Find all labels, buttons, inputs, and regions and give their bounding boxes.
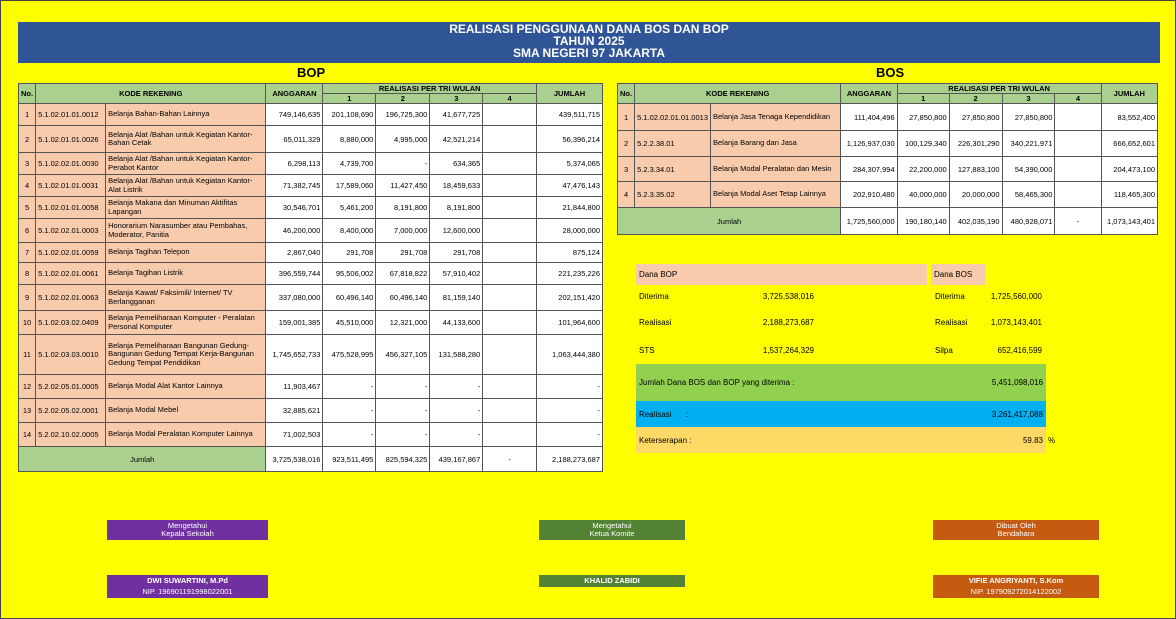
bos-row-no: 3 bbox=[618, 157, 635, 182]
bop-row-q1: 291,708 bbox=[323, 243, 376, 263]
bop-row-q3: 57,910,402 bbox=[430, 263, 483, 285]
bop-row-q2: - bbox=[376, 153, 430, 175]
bop-row-no: 1 bbox=[19, 104, 36, 126]
bos-row-q1: 22,200,000 bbox=[897, 157, 949, 182]
bop-table-row bbox=[19, 285, 603, 311]
bos-row-anggaran: 111,404,496 bbox=[841, 104, 897, 131]
bop-row-kode: 5.2.02.05.02.0001 bbox=[36, 399, 106, 423]
bop-table-row bbox=[19, 197, 603, 219]
bop-row-kode: 5.1.02.01.01.0058 bbox=[36, 197, 106, 219]
bop-row-q3: 12,600,000 bbox=[430, 219, 483, 243]
kepsek-title-box bbox=[107, 520, 268, 540]
bop-row-q4 bbox=[483, 243, 537, 263]
bop-row-anggaran: 11,903,467 bbox=[266, 375, 323, 399]
bop-row-anggaran: 2,867,040 bbox=[266, 243, 323, 263]
bos-total-label: Jumlah bbox=[618, 208, 841, 235]
bos-silpa-label: Silpa bbox=[935, 346, 953, 355]
bop-header-kode: KODE REKENING bbox=[36, 84, 266, 104]
bos-table-row bbox=[618, 157, 1158, 182]
bos-row-uraian: Belanja Modal Peralatan dan Mesin bbox=[711, 157, 841, 182]
bop-table-row bbox=[19, 311, 603, 335]
bop-table-row bbox=[19, 335, 603, 375]
bop-header-q1: 1 bbox=[323, 94, 376, 104]
bos-section-title: BOS bbox=[876, 65, 905, 80]
bos-table-row bbox=[618, 104, 1158, 131]
bop-row-q4 bbox=[483, 175, 537, 197]
kepsek-name-box bbox=[107, 575, 268, 598]
komite-name-box bbox=[539, 575, 685, 587]
keterserapan-box bbox=[636, 427, 1046, 453]
bop-row-no: 3 bbox=[19, 153, 36, 175]
bos-total-q2: 402,035,190 bbox=[949, 208, 1002, 235]
bop-row-jumlah: 101,964,600 bbox=[537, 311, 603, 335]
bop-row-uraian: Belanja Tagihan Telepon bbox=[106, 243, 266, 263]
bop-row-kode: 5.1.02.02.01.0003 bbox=[36, 219, 106, 243]
realisasi-total-colon: : bbox=[686, 410, 689, 419]
bop-row-q1: 95,506,002 bbox=[323, 263, 376, 285]
realisasi-total-label: Realisasi bbox=[639, 410, 672, 419]
bos-header-anggaran: ANGGARAN bbox=[841, 84, 897, 104]
bop-row-q3: 18,459,633 bbox=[430, 175, 483, 197]
bop-row-q1: 17,589,060 bbox=[323, 175, 376, 197]
bop-total-q1: 923,511,495 bbox=[323, 447, 376, 472]
bop-row-kode: 5.1.02.02.01.0030 bbox=[36, 153, 106, 175]
bop-header-jumlah: JUMLAH bbox=[537, 84, 603, 104]
bop-row-q2: - bbox=[376, 375, 430, 399]
bop-sts-label: STS bbox=[639, 346, 655, 355]
bop-row-q4 bbox=[483, 285, 537, 311]
keterserapan-value: 59.83 bbox=[1022, 436, 1043, 445]
bop-row-jumlah: 47,476,143 bbox=[537, 175, 603, 197]
bop-row-jumlah: - bbox=[537, 399, 603, 423]
bop-row-q2: 4,995,000 bbox=[376, 126, 430, 153]
bos-row-jumlah: 204,473,100 bbox=[1101, 157, 1157, 182]
bop-row-jumlah: 439,511,715 bbox=[537, 104, 603, 126]
bos-row-q3: 58,465,300 bbox=[1002, 182, 1055, 208]
bos-row-kode: 5.2.3.34.01 bbox=[635, 157, 711, 182]
bop-row-q4 bbox=[483, 126, 537, 153]
komite-line2: Ketua Komite bbox=[589, 529, 635, 538]
bop-total-q4: - bbox=[483, 447, 537, 472]
bop-row-no: 9 bbox=[19, 285, 36, 311]
bendahara-name-box bbox=[933, 575, 1099, 598]
bop-row-q3: 131,588,280 bbox=[430, 335, 483, 375]
bop-total-jumlah: 2,188,273,687 bbox=[537, 447, 603, 472]
kepsek-name: DWI SUWARTINI, M.Pd bbox=[147, 576, 228, 585]
bop-row-uraian: Honorarium Narasumber atau Pembahas, Moderator, Panitia bbox=[106, 219, 266, 243]
bop-row-q2: - bbox=[376, 423, 430, 447]
bop-row-uraian: Belanja Bahan-Bahan Lainnya bbox=[106, 104, 266, 126]
bos-row-anggaran: 284,307,994 bbox=[841, 157, 897, 182]
jumlah-dana-value: 5,451,098,016 bbox=[991, 378, 1043, 387]
bos-total-q4: - bbox=[1055, 208, 1101, 235]
bop-header-no: No. bbox=[19, 84, 36, 104]
bos-header-jumlah: JUMLAH bbox=[1101, 84, 1157, 104]
komite-title-box bbox=[539, 520, 685, 540]
bop-row-q3: 291,708 bbox=[430, 243, 483, 263]
bop-row-no: 5 bbox=[19, 197, 36, 219]
komite-name: KHALID ZABIDI bbox=[584, 576, 640, 585]
bop-row-jumlah: 875,124 bbox=[537, 243, 603, 263]
bos-total-row bbox=[618, 208, 1158, 235]
bop-row-anggaran: 6,298,113 bbox=[266, 153, 323, 175]
bop-total-row bbox=[19, 447, 603, 472]
bop-row-no: 8 bbox=[19, 263, 36, 285]
bop-row-q1: - bbox=[323, 423, 376, 447]
bos-row-jumlah: 118,465,300 bbox=[1101, 182, 1157, 208]
bop-row-uraian: Belanja Pemeliharaan Bangunan Gedung-Bangunan Gedung Tempat Kerja-Bangunan Gedung Tempat Pendidikan bbox=[106, 335, 266, 375]
bop-row-anggaran: 30,546,701 bbox=[266, 197, 323, 219]
bop-section-title: BOP bbox=[297, 65, 326, 80]
bop-row-uraian: Belanja Kawat/ Faksimili/ Internet/ TV Berlangganan bbox=[106, 285, 266, 311]
bop-row-q3: 81,159,140 bbox=[430, 285, 483, 311]
bop-diterima-label: Diterima bbox=[639, 292, 669, 301]
jumlah-dana-box bbox=[636, 364, 1046, 401]
bos-row-q4 bbox=[1055, 104, 1101, 131]
bop-row-uraian: Belanja Modal Peralatan Komputer Lainnya bbox=[106, 423, 266, 447]
bop-row-anggaran: 337,080,000 bbox=[266, 285, 323, 311]
bop-header-q2: 2 bbox=[376, 94, 430, 104]
bop-row-no: 4 bbox=[19, 175, 36, 197]
bop-row-q1: - bbox=[323, 399, 376, 423]
bos-table-row bbox=[618, 131, 1158, 157]
bendahara-title-box bbox=[933, 520, 1099, 540]
bos-row-q3: 27,850,800 bbox=[1002, 104, 1055, 131]
realisasi-total-value: 3,261,417,088 bbox=[991, 410, 1043, 419]
bop-row-kode: 5.1.02.01.01.0031 bbox=[36, 175, 106, 197]
bendahara-line2: Bendahara bbox=[997, 529, 1035, 538]
bop-row-q1: 45,510,000 bbox=[323, 311, 376, 335]
bos-row-q3: 340,221,971 bbox=[1002, 131, 1055, 157]
bop-row-kode: 5.1.02.03.03.0010 bbox=[36, 335, 106, 375]
bop-row-q2: 67,818,822 bbox=[376, 263, 430, 285]
bop-row-q4 bbox=[483, 219, 537, 243]
bos-row-no: 4 bbox=[618, 182, 635, 208]
bop-row-q3: - bbox=[430, 399, 483, 423]
bop-diterima-value: 3,725,538,016 bbox=[762, 292, 814, 301]
bos-row-q4 bbox=[1055, 131, 1101, 157]
bop-header-anggaran: ANGGARAN bbox=[266, 84, 323, 104]
bop-row-uraian: Belanja Modal Alat Kantor Lainnya bbox=[106, 375, 266, 399]
bop-table bbox=[18, 83, 603, 472]
bos-total-q3: 480,928,071 bbox=[1002, 208, 1055, 235]
bop-row-jumlah: 1,063,444,380 bbox=[537, 335, 603, 375]
bop-row-jumlah: 221,235,226 bbox=[537, 263, 603, 285]
bop-table-row bbox=[19, 104, 603, 126]
bop-row-no: 11 bbox=[19, 335, 36, 375]
bop-header-q3: 3 bbox=[430, 94, 483, 104]
bos-total-jumlah: 1,073,143,401 bbox=[1101, 208, 1157, 235]
bos-header-no: No. bbox=[618, 84, 635, 104]
bop-row-anggaran: 46,200,000 bbox=[266, 219, 323, 243]
bop-table-row bbox=[19, 243, 603, 263]
bos-row-jumlah: 666,652,601 bbox=[1101, 131, 1157, 157]
school-name: SMA NEGERI 97 JAKARTA bbox=[512, 46, 666, 60]
bop-row-no: 12 bbox=[19, 375, 36, 399]
bos-row-q2: 20,000,000 bbox=[949, 182, 1002, 208]
bop-row-kode: 5.1.02.02.01.0061 bbox=[36, 263, 106, 285]
bop-row-q3: - bbox=[430, 423, 483, 447]
bos-row-kode: 5.2.2.38.01 bbox=[635, 131, 711, 157]
bop-row-q2: 7,000,000 bbox=[376, 219, 430, 243]
bos-row-q2: 226,301,290 bbox=[949, 131, 1002, 157]
bos-row-kode: 5.2.3.35.02 bbox=[635, 182, 711, 208]
bos-row-uraian: Belanja Jasa Tenaga Kependidikan bbox=[711, 104, 841, 131]
bop-row-uraian: Belanja Alat /Bahan untuk Kegiatan Kantor-Perabot Kantor bbox=[106, 153, 266, 175]
bos-header-realisasi: REALISASI PER TRI WULAN bbox=[897, 84, 1101, 94]
bop-realisasi-value: 2,188,273,687 bbox=[762, 318, 814, 327]
bop-row-jumlah: 5,374,065 bbox=[537, 153, 603, 175]
bop-row-uraian: Belanja Alat /Bahan untuk Kegiatan Kantor-Bahan Cetak bbox=[106, 126, 266, 153]
bop-row-q4 bbox=[483, 375, 537, 399]
bop-row-kode: 5.1.02.02.01.0063 bbox=[36, 285, 106, 311]
bos-row-q1: 40,000,000 bbox=[897, 182, 949, 208]
bos-header-q3: 3 bbox=[1002, 94, 1055, 104]
bop-row-q1: 201,108,690 bbox=[323, 104, 376, 126]
bop-row-no: 14 bbox=[19, 423, 36, 447]
bop-row-q3: - bbox=[430, 375, 483, 399]
bop-total-label: Jumlah bbox=[19, 447, 266, 472]
bop-row-q2: 8,191,800 bbox=[376, 197, 430, 219]
bos-row-q1: 27,850,800 bbox=[897, 104, 949, 131]
bos-diterima-value: 1,725,560,000 bbox=[990, 292, 1042, 301]
bop-row-q3: 44,133,600 bbox=[430, 311, 483, 335]
bos-row-anggaran: 202,910,480 bbox=[841, 182, 897, 208]
bop-row-anggaran: 749,146,635 bbox=[266, 104, 323, 126]
bop-realisasi-label: Realisasi bbox=[639, 318, 672, 327]
bos-row-kode: 5.1.02.02.01.01.0013 bbox=[635, 104, 711, 131]
bop-row-anggaran: 65,011,329 bbox=[266, 126, 323, 153]
bop-row-uraian: Belanja Modal Mebel bbox=[106, 399, 266, 423]
kepsek-nip: NIP. 196901191998022001 bbox=[142, 587, 233, 596]
bop-row-jumlah: - bbox=[537, 423, 603, 447]
bop-table-row bbox=[19, 375, 603, 399]
bop-row-q4 bbox=[483, 311, 537, 335]
bop-row-no: 6 bbox=[19, 219, 36, 243]
komite-line1: Mengetahui bbox=[592, 521, 632, 530]
report-year: TAHUN 2025 bbox=[553, 34, 625, 48]
bop-row-q1: 475,528,995 bbox=[323, 335, 376, 375]
bop-row-anggaran: 71,002,503 bbox=[266, 423, 323, 447]
bos-total-anggaran: 1,725,560,000 bbox=[841, 208, 897, 235]
bop-header-q4: 4 bbox=[483, 94, 537, 104]
bop-table-row bbox=[19, 175, 603, 197]
report-banner bbox=[18, 22, 1160, 63]
bos-realisasi-label: Realisasi bbox=[935, 318, 968, 327]
bos-header-kode: KODE REKENING bbox=[635, 84, 841, 104]
bos-row-uraian: Belanja Barang dan Jasa bbox=[711, 131, 841, 157]
bop-row-q2: 196,725,300 bbox=[376, 104, 430, 126]
bop-row-q2: 60,496,140 bbox=[376, 285, 430, 311]
bos-row-q1: 100,129,340 bbox=[897, 131, 949, 157]
bop-row-uraian: Belanja Pemeliharaan Komputer - Peralatan Personal Komputer bbox=[106, 311, 266, 335]
bos-row-q4 bbox=[1055, 157, 1101, 182]
bop-row-q3: 634,365 bbox=[430, 153, 483, 175]
bop-row-anggaran: 159,001,385 bbox=[266, 311, 323, 335]
bop-row-jumlah: - bbox=[537, 375, 603, 399]
bop-row-q4 bbox=[483, 263, 537, 285]
bos-row-anggaran: 1,126,937,030 bbox=[841, 131, 897, 157]
bop-row-no: 13 bbox=[19, 399, 36, 423]
bop-row-q2: 12,321,000 bbox=[376, 311, 430, 335]
bop-total-anggaran: 3,725,538,016 bbox=[266, 447, 323, 472]
bop-row-q1: 8,880,000 bbox=[323, 126, 376, 153]
bos-realisasi-value: 1,073,143,401 bbox=[990, 318, 1042, 327]
dana-bos-label: Dana BOS bbox=[934, 270, 973, 279]
bos-row-no: 2 bbox=[618, 131, 635, 157]
bop-row-kode: 5.2.02.10.02.0005 bbox=[36, 423, 106, 447]
bop-row-jumlah: 28,000,000 bbox=[537, 219, 603, 243]
bop-row-q2: 291,708 bbox=[376, 243, 430, 263]
bos-table bbox=[617, 83, 1158, 235]
bop-row-q1: 4,739,700 bbox=[323, 153, 376, 175]
bendahara-nip: NIP. 197909272014122002 bbox=[970, 587, 1062, 596]
bop-table-row bbox=[19, 423, 603, 447]
bos-row-q4 bbox=[1055, 182, 1101, 208]
bop-total-q3: 439,167,867 bbox=[430, 447, 483, 472]
bop-row-q4 bbox=[483, 335, 537, 375]
bos-total-q1: 190,180,140 bbox=[897, 208, 949, 235]
jumlah-dana-label: Jumlah Dana BOS dan BOP yang diterima : bbox=[639, 378, 795, 387]
bop-row-q3: 8,191,800 bbox=[430, 197, 483, 219]
bop-row-no: 2 bbox=[19, 126, 36, 153]
bos-diterima-label: Diterima bbox=[935, 292, 965, 301]
bendahara-name: VIFIE ANGRIYANTI, S.Kom bbox=[968, 576, 1064, 585]
bop-row-q2: 456,327,105 bbox=[376, 335, 430, 375]
bop-row-kode: 5.1.02.02.01.0059 bbox=[36, 243, 106, 263]
bop-row-q1: 60,496,140 bbox=[323, 285, 376, 311]
bos-header-q2: 2 bbox=[949, 94, 1002, 104]
bop-row-kode: 5.1.02.01.01.0012 bbox=[36, 104, 106, 126]
bop-row-kode: 5.1.02.03.02.0409 bbox=[36, 311, 106, 335]
bop-table-row bbox=[19, 219, 603, 243]
bop-row-anggaran: 1,745,652,733 bbox=[266, 335, 323, 375]
bop-row-kode: 5.1.02.01.01.0026 bbox=[36, 126, 106, 153]
bendahara-line1: Dibuat Oleh bbox=[996, 521, 1036, 530]
bop-row-q1: 8,400,000 bbox=[323, 219, 376, 243]
bop-row-no: 10 bbox=[19, 311, 36, 335]
realisasi-total-box bbox=[636, 401, 1046, 427]
keterserapan-label: Keterserapan : bbox=[639, 436, 692, 445]
bop-row-q4 bbox=[483, 104, 537, 126]
bos-silpa-value: 652,416,599 bbox=[997, 346, 1042, 355]
bop-row-q4 bbox=[483, 399, 537, 423]
report-title: REALISASI PENGGUNAAN DANA BOS DAN BOP bbox=[449, 22, 729, 36]
bop-row-q1: 5,461,200 bbox=[323, 197, 376, 219]
bop-row-anggaran: 32,885,621 bbox=[266, 399, 323, 423]
bop-row-jumlah: 21,844,800 bbox=[537, 197, 603, 219]
bos-row-no: 1 bbox=[618, 104, 635, 131]
kepsek-line1: Mengetahui bbox=[167, 521, 208, 530]
bop-row-uraian: Belanja Makana dan Minuman Aktifitas Lapangan bbox=[106, 197, 266, 219]
kepsek-line2: Kepala Sekolah bbox=[161, 529, 214, 538]
bop-row-q4 bbox=[483, 153, 537, 175]
bos-row-jumlah: 83,552,400 bbox=[1101, 104, 1157, 131]
bop-row-uraian: Belanja Tagihan Listrik bbox=[106, 263, 266, 285]
bos-row-uraian: Belanja Modal Aset Tetap Lainnya bbox=[711, 182, 841, 208]
bos-table-row bbox=[618, 182, 1158, 208]
dana-bop-label: Dana BOP bbox=[639, 270, 678, 279]
bos-header-q1: 1 bbox=[897, 94, 949, 104]
bos-row-q2: 27,850,800 bbox=[949, 104, 1002, 131]
bop-row-anggaran: 396,559,744 bbox=[266, 263, 323, 285]
bop-sts-value: 1,537,264,329 bbox=[762, 346, 814, 355]
bop-row-uraian: Belanja Alat /Bahan untuk Kegiatan Kantor-Alat Listrik bbox=[106, 175, 266, 197]
bop-row-q4 bbox=[483, 197, 537, 219]
bop-row-no: 7 bbox=[19, 243, 36, 263]
dana-bos-label-box bbox=[931, 264, 985, 285]
bop-header-realisasi: REALISASI PER TRI WULAN bbox=[323, 84, 537, 94]
bop-row-jumlah: 56,396,214 bbox=[537, 126, 603, 153]
keterserapan-unit: % bbox=[1048, 436, 1056, 445]
bop-row-q3: 42,521,214 bbox=[430, 126, 483, 153]
bos-header-q4: 4 bbox=[1055, 94, 1101, 104]
bop-row-q3: 41,677,725 bbox=[430, 104, 483, 126]
bop-row-jumlah: 202,151,420 bbox=[537, 285, 603, 311]
bop-row-kode: 5.2.02.05.01.0005 bbox=[36, 375, 106, 399]
bop-row-q2: - bbox=[376, 399, 430, 423]
bop-row-q1: - bbox=[323, 375, 376, 399]
bop-table-row bbox=[19, 263, 603, 285]
bop-table-row bbox=[19, 399, 603, 423]
bop-row-anggaran: 71,382,745 bbox=[266, 175, 323, 197]
bop-table-row bbox=[19, 126, 603, 153]
bos-row-q2: 127,883,100 bbox=[949, 157, 1002, 182]
bop-total-q2: 825,594,325 bbox=[376, 447, 430, 472]
bop-row-q2: 11,427,450 bbox=[376, 175, 430, 197]
dana-bop-label-box bbox=[636, 264, 927, 285]
bos-row-q3: 54,390,000 bbox=[1002, 157, 1055, 182]
bop-table-row bbox=[19, 153, 603, 175]
bop-row-q4 bbox=[483, 423, 537, 447]
